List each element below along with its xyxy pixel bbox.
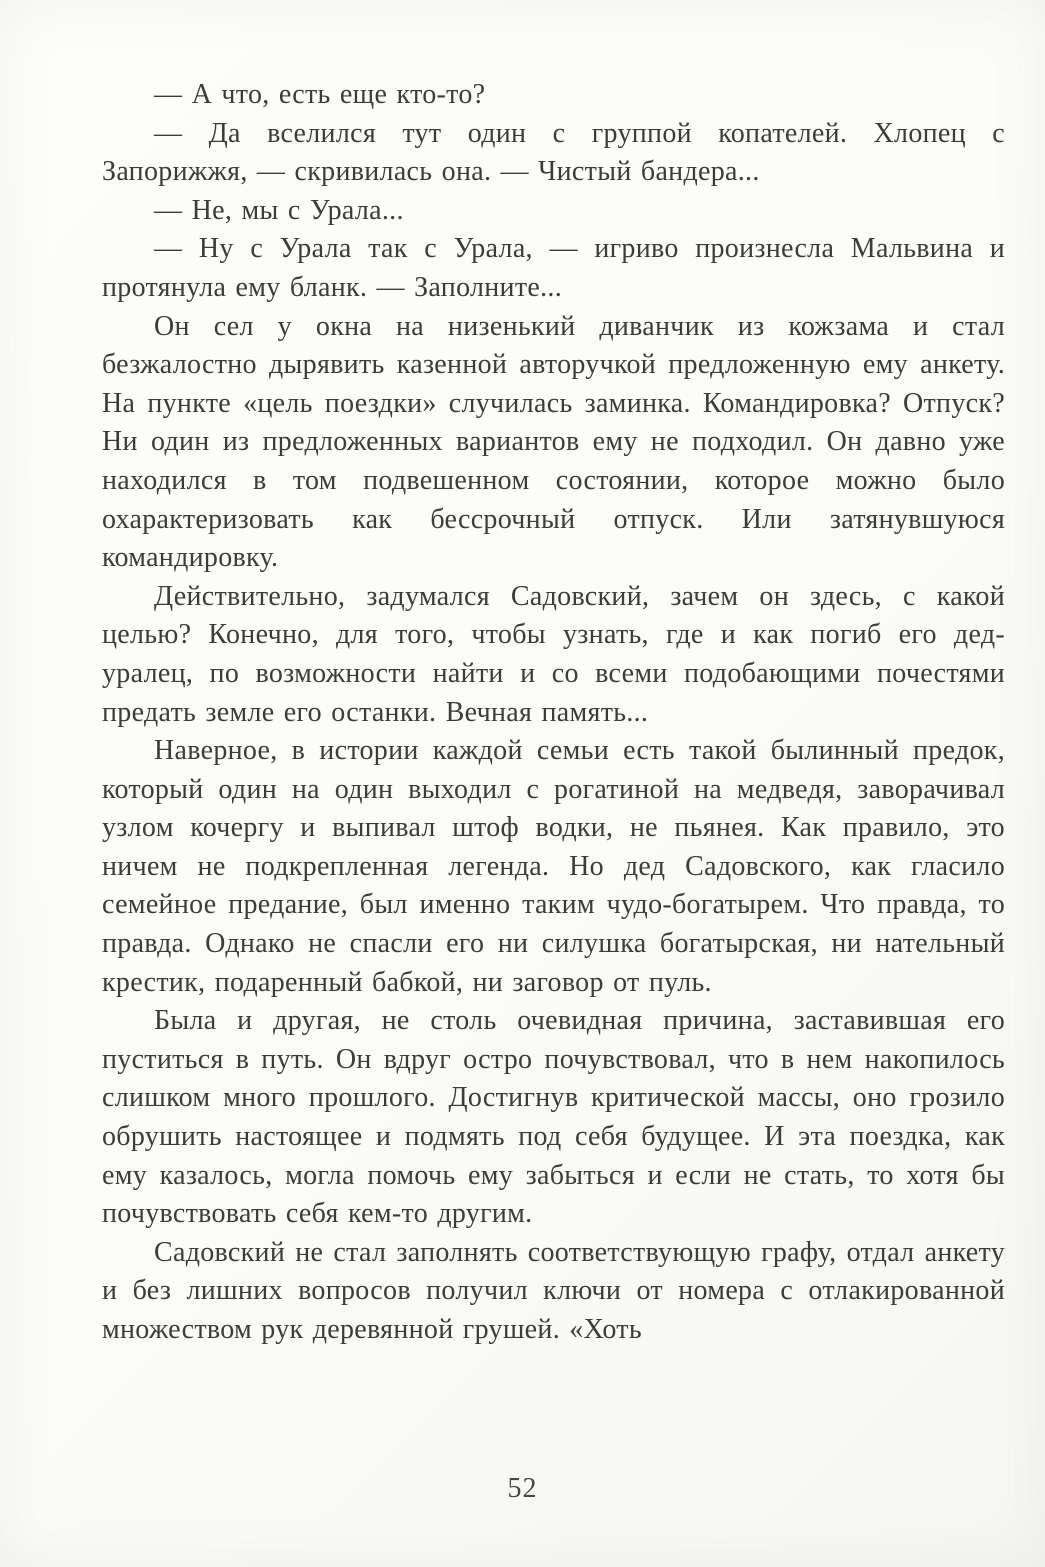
dialogue-paragraph: — Не, мы с Урала... — [154, 194, 404, 226]
dialogue-paragraph: — А что, есть еще кто-то? — [154, 79, 486, 110]
body-paragraph: Была и другая, не столь очевидная причина, заставившая его пуститься в путь. Он вдруг остро почувствовал, что в нем накопилось слишком много прошлого. Достигнув критической массы, оно грозило обрушить настоящее и подмять под себя будущее. И эта поездка, как ему казалось, могла помочь ему забыться и если не стать, то хотя бы почувствовать себя кем-то другим. — [102, 1005, 1005, 1230]
dialogue-paragraph: — Да вселился тут один с группой копателей. Хлопец с Запорижжя, — скривилась она. — Чистый бандера... — [102, 117, 1005, 188]
body-paragraph: Он сел у окна на низенький диванчик из кожзама и стал безжалостно дырявить казенной авторучкой предложенную ему анкету. На пункте «цель поездки» случилась заминка. Командировка? Отпуск? Ни один из предложенных вариантов ему не подходил. Он давно уже находился в том подвешенном состоянии, которое можно было охарактеризовать как бессрочный отпуск. Или затянувшуюся командировку. — [102, 310, 1005, 574]
body-paragraph: Наверное, в истории каждой семьи есть такой былинный предок, который один на один выходил с рогатиной на медведя, заворачивал узлом кочергу и выпивал штоф водки, не пьянея. Как правило, это ничем не подкрепленная легенда. Но дед Садовского, как гласило семейное предание, был именно таким чудо-богатырем. Что правда, то правда. Однако не спасли его ни силушка богатырская, ни нательный крестик, подаренный бабкой, ни заговор от пуль. — [102, 735, 1005, 998]
body-paragraph: Действительно, задумался Садовский, зачем он здесь, с какой целью? Конечно, для того, чтобы узнать, где и как погиб его дед-уралец, по возможности найти и со всеми подобающими почестями предать земле его останки. Вечная память... — [102, 580, 1005, 728]
dialogue-paragraph: — Ну с Урала так с Урала, — игриво произнесла Мальвина и протянула ему бланк. — Заполните... — [102, 233, 1005, 303]
page-text-block — [102, 76, 1005, 1350]
page-number: 52 — [507, 1473, 538, 1504]
body-paragraph: Садовский не стал заполнять соответствующую графу, отдал анкету и без лишних вопросов получил ключи от номера с отлакированной множеством рук деревянной грушей. «Хоть — [102, 1236, 1005, 1345]
